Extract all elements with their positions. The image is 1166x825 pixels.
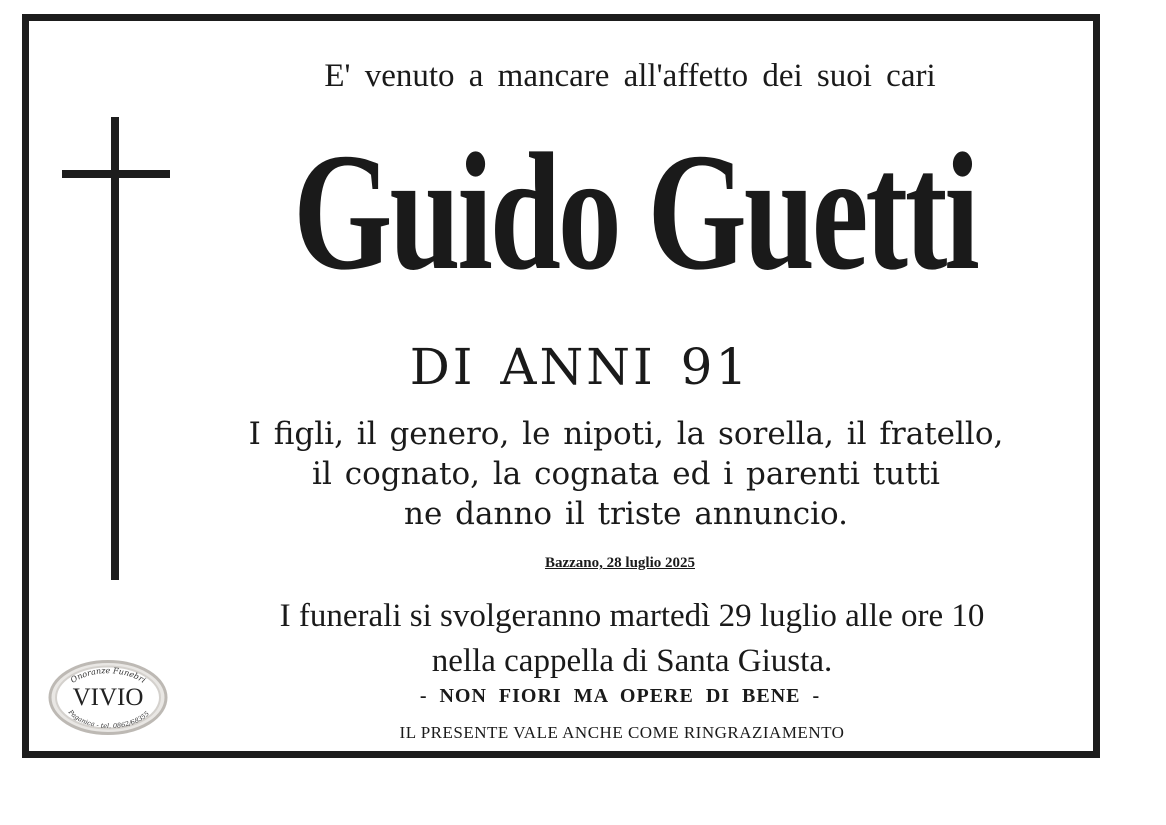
cross-arm <box>62 170 170 178</box>
funeral-line-1: I funerali si svolgeranno martedì 29 luglio alle ore 10 <box>279 598 985 634</box>
intro-text: E' venuto a mancare all'affetto dei suoi cari <box>324 58 936 94</box>
logo-top-text: Onoranze Funebri <box>68 666 148 685</box>
place-date: Bazzano, 28 luglio 2025 <box>544 555 695 571</box>
no-flowers-note: - NON FIORI MA OPERE DI BENE - <box>419 685 821 707</box>
thanks-note: IL PRESENTE VALE ANCHE COME RINGRAZIAMENTO <box>399 723 845 742</box>
logo-brand: VIVIO <box>72 684 144 711</box>
family-line-3: ne danno il triste annuncio. <box>404 496 848 532</box>
age-text: DI ANNI 91 <box>409 338 751 396</box>
deceased-name: Guido Guetti <box>293 119 977 305</box>
family-line-1: I figli, il genero, le nipoti, la sorella, il fratello, <box>248 416 1004 452</box>
funeral-line-2: nella cappella di Santa Giusta. <box>431 643 833 679</box>
cross-icon <box>111 117 119 580</box>
family-announcement <box>176 414 1076 534</box>
family-line-2: il cognato, la cognata ed i parenti tutti <box>312 456 940 492</box>
funeral-home-logo <box>48 659 168 736</box>
funeral-info <box>182 594 1082 684</box>
logo-bottom-text: Paganica - tel. 0862/68355 <box>66 708 151 731</box>
